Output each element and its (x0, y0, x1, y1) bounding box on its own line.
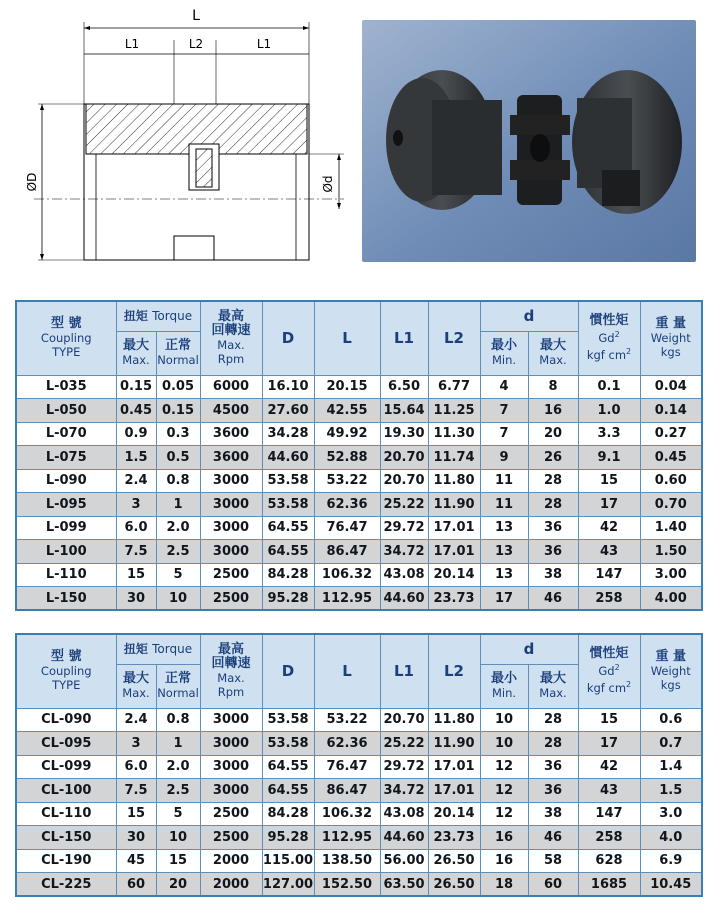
header-torque-max: 最大 Max. (116, 331, 156, 375)
cell-inertia: 42 (578, 516, 640, 540)
dim-L1-right-label: L1 (256, 37, 272, 51)
cell-weight: 1.50 (640, 540, 702, 564)
cell-inertia: 628 (578, 849, 640, 873)
cell-bore-max: 36 (528, 516, 578, 540)
cell-bore-min: 17 (480, 587, 528, 611)
cell-D: 53.58 (262, 732, 314, 756)
cell-L1: 19.30 (380, 422, 428, 446)
header-bore-max: 最大 Max. (528, 664, 578, 708)
cell-L1: 6.50 (380, 375, 428, 399)
cell-torque-max: 0.45 (116, 399, 156, 423)
cell-L: 152.50 (314, 873, 380, 897)
cell-L2: 11.30 (428, 422, 480, 446)
cell-L: 53.22 (314, 708, 380, 732)
cell-bore-max: 28 (528, 469, 578, 493)
cell-bore-max: 8 (528, 375, 578, 399)
cell-weight: 4.0 (640, 826, 702, 850)
cell-L2: 26.50 (428, 873, 480, 897)
cell-L: 62.36 (314, 732, 380, 756)
cell-D: 16.10 (262, 375, 314, 399)
cell-max-rpm: 3600 (200, 422, 262, 446)
cell-L: 52.88 (314, 446, 380, 470)
cell-max-rpm: 3000 (200, 493, 262, 517)
cell-torque-normal: 15 (156, 849, 200, 873)
table-row (16, 587, 702, 611)
cell-torque-max: 30 (116, 587, 156, 611)
cell-L2: 11.25 (428, 399, 480, 423)
cell-max-rpm: 2500 (200, 587, 262, 611)
header-L1: L1 (380, 634, 428, 708)
cell-bore-min: 12 (480, 755, 528, 779)
table-row (16, 802, 702, 826)
cell-L: 49.92 (314, 422, 380, 446)
cell-torque-max: 2.4 (116, 708, 156, 732)
cell-inertia: 17 (578, 493, 640, 517)
cell-torque-normal: 2.5 (156, 779, 200, 803)
cell-max-rpm: 2500 (200, 563, 262, 587)
cell-L1: 44.60 (380, 587, 428, 611)
cell-torque-max: 1.5 (116, 446, 156, 470)
cell-bore-max: 38 (528, 563, 578, 587)
l-series-spec-table (15, 300, 703, 611)
cell-bore-min: 10 (480, 708, 528, 732)
cell-L1: 63.50 (380, 873, 428, 897)
cell-L2: 17.01 (428, 755, 480, 779)
cell-bore-max: 26 (528, 446, 578, 470)
cell-D: 127.00 (262, 873, 314, 897)
cell-D: 64.55 (262, 779, 314, 803)
cell-torque-max: 0.9 (116, 422, 156, 446)
cell-type: CL-225 (16, 873, 116, 897)
cell-bore-min: 7 (480, 422, 528, 446)
cell-L2: 11.80 (428, 708, 480, 732)
cell-max-rpm: 2500 (200, 802, 262, 826)
cell-torque-normal: 1 (156, 493, 200, 517)
cell-L2: 23.73 (428, 587, 480, 611)
cell-D: 53.58 (262, 708, 314, 732)
cell-torque-normal: 0.5 (156, 446, 200, 470)
header-weight: 重 量 Weight kgs (640, 301, 702, 375)
cell-weight: 0.04 (640, 375, 702, 399)
cell-max-rpm: 3000 (200, 708, 262, 732)
cell-inertia: 3.3 (578, 422, 640, 446)
cell-bore-min: 7 (480, 399, 528, 423)
cell-bore-min: 11 (480, 469, 528, 493)
cell-max-rpm: 3000 (200, 469, 262, 493)
cell-bore-min: 11 (480, 493, 528, 517)
cell-L1: 15.64 (380, 399, 428, 423)
cell-torque-normal: 2.0 (156, 755, 200, 779)
cell-L2: 17.01 (428, 540, 480, 564)
dim-L1-left-label: L1 (124, 37, 140, 51)
header-torque-normal: 正常 Normal (156, 331, 200, 375)
cell-type: L-075 (16, 446, 116, 470)
cell-L: 112.95 (314, 826, 380, 850)
cell-weight: 1.4 (640, 755, 702, 779)
cell-type: CL-099 (16, 755, 116, 779)
header-torque: 扭矩 Torque (116, 301, 200, 331)
cell-D: 115.00 (262, 849, 314, 873)
header-bore-min: 最小 Min. (480, 664, 528, 708)
cell-torque-normal: 0.15 (156, 399, 200, 423)
coupling-dimension-drawing (24, 4, 354, 274)
cell-inertia: 17 (578, 732, 640, 756)
cell-weight: 1.40 (640, 516, 702, 540)
cell-D: 95.28 (262, 587, 314, 611)
table-row (16, 446, 702, 470)
cell-torque-normal: 2.5 (156, 540, 200, 564)
cell-type: CL-090 (16, 708, 116, 732)
header-torque-normal: 正常 Normal (156, 664, 200, 708)
cell-weight: 0.70 (640, 493, 702, 517)
cell-L2: 20.14 (428, 563, 480, 587)
table-row (16, 708, 702, 732)
table-row (16, 826, 702, 850)
table-row (16, 540, 702, 564)
cell-max-rpm: 3600 (200, 446, 262, 470)
table-row (16, 873, 702, 897)
cell-L: 53.22 (314, 469, 380, 493)
cell-torque-max: 3 (116, 732, 156, 756)
cell-inertia: 43 (578, 779, 640, 803)
cell-type: L-150 (16, 587, 116, 611)
cell-max-rpm: 3000 (200, 540, 262, 564)
cell-L: 20.15 (314, 375, 380, 399)
cell-bore-min: 9 (480, 446, 528, 470)
header-weight: 重 量 Weight kgs (640, 634, 702, 708)
cell-inertia: 147 (578, 802, 640, 826)
cell-D: 95.28 (262, 826, 314, 850)
cell-inertia: 43 (578, 540, 640, 564)
cell-L: 86.47 (314, 540, 380, 564)
cell-L: 106.32 (314, 563, 380, 587)
cell-type: L-090 (16, 469, 116, 493)
cell-bore-max: 28 (528, 732, 578, 756)
table-row (16, 399, 702, 423)
header-bore-min: 最小 Min. (480, 331, 528, 375)
dim-L2-label: L2 (188, 37, 204, 51)
cell-bore-max: 20 (528, 422, 578, 446)
header-L: L (314, 301, 380, 375)
cell-torque-normal: 2.0 (156, 516, 200, 540)
header-L1: L1 (380, 301, 428, 375)
cell-L1: 34.72 (380, 540, 428, 564)
cell-type: CL-150 (16, 826, 116, 850)
header-D: D (262, 634, 314, 708)
cell-bore-min: 13 (480, 563, 528, 587)
cell-type: L-095 (16, 493, 116, 517)
cell-weight: 6.9 (640, 849, 702, 873)
cell-L1: 25.22 (380, 732, 428, 756)
dim-d-label: Ød (321, 175, 335, 193)
cell-weight: 0.27 (640, 422, 702, 446)
cell-bore-min: 10 (480, 732, 528, 756)
coupling-product-photo (362, 20, 696, 262)
cell-torque-normal: 1 (156, 732, 200, 756)
cell-weight: 0.7 (640, 732, 702, 756)
cell-L: 86.47 (314, 779, 380, 803)
cell-bore-max: 46 (528, 587, 578, 611)
dim-L-label: L (192, 8, 200, 24)
cell-bore-min: 18 (480, 873, 528, 897)
cell-L2: 11.80 (428, 469, 480, 493)
cell-inertia: 1.0 (578, 399, 640, 423)
cell-type: CL-110 (16, 802, 116, 826)
cell-torque-max: 30 (116, 826, 156, 850)
cell-torque-normal: 0.8 (156, 708, 200, 732)
table-row (16, 755, 702, 779)
cell-torque-normal: 5 (156, 802, 200, 826)
cell-weight: 3.0 (640, 802, 702, 826)
cell-D: 27.60 (262, 399, 314, 423)
cell-torque-normal: 10 (156, 587, 200, 611)
cell-type: L-070 (16, 422, 116, 446)
cell-L2: 26.50 (428, 849, 480, 873)
header-bore-d: d (480, 634, 578, 664)
cell-max-rpm: 4500 (200, 399, 262, 423)
cell-D: 34.28 (262, 422, 314, 446)
table-row (16, 563, 702, 587)
table-row (16, 493, 702, 517)
cell-L: 106.32 (314, 802, 380, 826)
cell-D: 53.58 (262, 469, 314, 493)
cell-inertia: 42 (578, 755, 640, 779)
cell-L: 76.47 (314, 516, 380, 540)
cell-bore-min: 12 (480, 779, 528, 803)
cell-L: 62.36 (314, 493, 380, 517)
cell-weight: 4.00 (640, 587, 702, 611)
cell-torque-normal: 0.8 (156, 469, 200, 493)
cell-D: 64.55 (262, 516, 314, 540)
dim-D-label: ØD (25, 172, 39, 192)
cell-weight: 0.60 (640, 469, 702, 493)
table-row (16, 375, 702, 399)
cell-bore-max: 36 (528, 755, 578, 779)
cell-D: 64.55 (262, 540, 314, 564)
cell-weight: 10.45 (640, 873, 702, 897)
cell-type: CL-095 (16, 732, 116, 756)
cell-L2: 6.77 (428, 375, 480, 399)
cell-torque-max: 60 (116, 873, 156, 897)
cell-bore-min: 16 (480, 826, 528, 850)
cell-bore-min: 12 (480, 802, 528, 826)
cell-L2: 11.90 (428, 493, 480, 517)
cell-max-rpm: 6000 (200, 375, 262, 399)
cell-torque-max: 7.5 (116, 779, 156, 803)
header-type: 型 號 Coupling TYPE (16, 301, 116, 375)
cell-bore-max: 46 (528, 826, 578, 850)
cell-max-rpm: 3000 (200, 755, 262, 779)
header-D: D (262, 301, 314, 375)
cell-type: CL-190 (16, 849, 116, 873)
cell-weight: 0.6 (640, 708, 702, 732)
cell-weight: 0.14 (640, 399, 702, 423)
cell-max-rpm: 2000 (200, 849, 262, 873)
cell-L1: 44.60 (380, 826, 428, 850)
cell-max-rpm: 2500 (200, 826, 262, 850)
cell-max-rpm: 3000 (200, 779, 262, 803)
cell-bore-min: 4 (480, 375, 528, 399)
cell-type: L-099 (16, 516, 116, 540)
header-max-speed: 最高 回轉速 Max. Rpm (200, 301, 262, 375)
cell-bore-min: 13 (480, 540, 528, 564)
cell-torque-normal: 5 (156, 563, 200, 587)
cl-series-rows (16, 708, 702, 896)
cell-torque-max: 3 (116, 493, 156, 517)
header-bore-max: 最大 Max. (528, 331, 578, 375)
cell-D: 53.58 (262, 493, 314, 517)
cell-L1: 56.00 (380, 849, 428, 873)
table-row (16, 516, 702, 540)
cell-L: 112.95 (314, 587, 380, 611)
cell-max-rpm: 3000 (200, 732, 262, 756)
cell-torque-normal: 0.05 (156, 375, 200, 399)
header-inertia: 慣性矩 Gd$^2$ kgf $cm^2$ (578, 301, 640, 375)
cell-bore-min: 13 (480, 516, 528, 540)
cell-L: 42.55 (314, 399, 380, 423)
cell-torque-normal: 10 (156, 826, 200, 850)
cell-bore-min: 16 (480, 849, 528, 873)
header-type: 型 號 Coupling TYPE (16, 634, 116, 708)
cell-inertia: 258 (578, 826, 640, 850)
cell-L1: 20.70 (380, 469, 428, 493)
cell-weight: 1.5 (640, 779, 702, 803)
cell-weight: 0.45 (640, 446, 702, 470)
cell-type: L-035 (16, 375, 116, 399)
cell-type: L-100 (16, 540, 116, 564)
header-torque: 扭矩 Torque (116, 634, 200, 664)
cell-torque-max: 7.5 (116, 540, 156, 564)
cell-type: CL-100 (16, 779, 116, 803)
cell-torque-max: 15 (116, 802, 156, 826)
header-L2: L2 (428, 301, 480, 375)
cell-inertia: 1685 (578, 873, 640, 897)
cell-bore-max: 60 (528, 873, 578, 897)
cell-L2: 11.90 (428, 732, 480, 756)
cell-torque-max: 45 (116, 849, 156, 873)
cell-D: 44.60 (262, 446, 314, 470)
cell-weight: 3.00 (640, 563, 702, 587)
cell-D: 84.28 (262, 802, 314, 826)
cell-torque-max: 15 (116, 563, 156, 587)
cell-inertia: 258 (578, 587, 640, 611)
cell-type: L-050 (16, 399, 116, 423)
cell-max-rpm: 2000 (200, 873, 262, 897)
cell-L1: 25.22 (380, 493, 428, 517)
cell-L1: 43.08 (380, 563, 428, 587)
cell-D: 84.28 (262, 563, 314, 587)
cell-bore-max: 28 (528, 493, 578, 517)
cell-L2: 23.73 (428, 826, 480, 850)
table-row (16, 469, 702, 493)
cell-torque-normal: 20 (156, 873, 200, 897)
cell-max-rpm: 3000 (200, 516, 262, 540)
cl-series-spec-table (15, 633, 703, 897)
cell-L1: 43.08 (380, 802, 428, 826)
cell-L2: 17.01 (428, 516, 480, 540)
cell-inertia: 0.1 (578, 375, 640, 399)
cell-torque-max: 6.0 (116, 516, 156, 540)
cell-torque-max: 0.15 (116, 375, 156, 399)
cell-bore-max: 58 (528, 849, 578, 873)
header-inertia: 慣性矩 Gd$^2$ kgf $cm^2$ (578, 634, 640, 708)
cell-L1: 34.72 (380, 779, 428, 803)
cell-bore-max: 38 (528, 802, 578, 826)
cell-L1: 20.70 (380, 708, 428, 732)
table-row (16, 849, 702, 873)
header-L: L (314, 634, 380, 708)
table-row (16, 422, 702, 446)
cell-inertia: 15 (578, 708, 640, 732)
cell-L: 138.50 (314, 849, 380, 873)
cell-L: 76.47 (314, 755, 380, 779)
cell-L1: 20.70 (380, 446, 428, 470)
cell-L2: 20.14 (428, 802, 480, 826)
table-row (16, 779, 702, 803)
cell-L1: 29.72 (380, 516, 428, 540)
table-row (16, 732, 702, 756)
cell-inertia: 147 (578, 563, 640, 587)
cell-L1: 29.72 (380, 755, 428, 779)
cell-L2: 11.74 (428, 446, 480, 470)
header-L2: L2 (428, 634, 480, 708)
cell-bore-max: 28 (528, 708, 578, 732)
cell-bore-max: 36 (528, 779, 578, 803)
cell-torque-normal: 0.3 (156, 422, 200, 446)
header-torque-max: 最大 Max. (116, 664, 156, 708)
cell-bore-max: 36 (528, 540, 578, 564)
cell-inertia: 9.1 (578, 446, 640, 470)
cell-L2: 17.01 (428, 779, 480, 803)
header-max-speed: 最高 回轉速 Max. Rpm (200, 634, 262, 708)
header-bore-d: d (480, 301, 578, 331)
cell-torque-max: 6.0 (116, 755, 156, 779)
cell-D: 64.55 (262, 755, 314, 779)
cell-bore-max: 16 (528, 399, 578, 423)
cell-inertia: 15 (578, 469, 640, 493)
cell-torque-max: 2.4 (116, 469, 156, 493)
l-series-rows (16, 375, 702, 610)
cell-type: L-110 (16, 563, 116, 587)
